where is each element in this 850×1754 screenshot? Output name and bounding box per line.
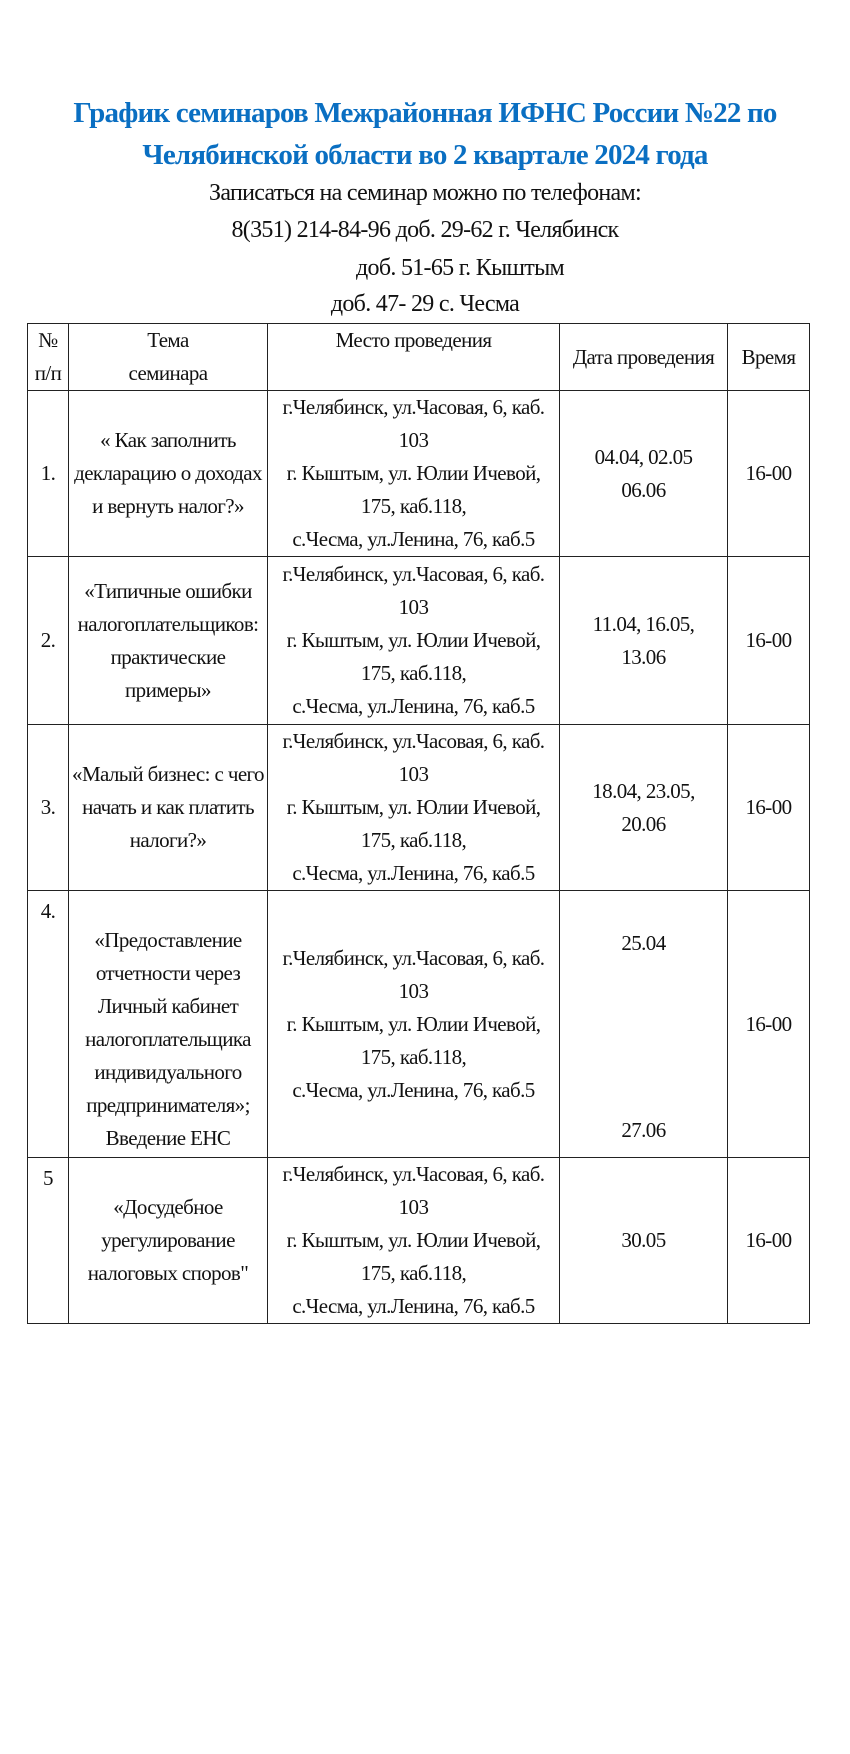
header-date: Дата проведения xyxy=(560,324,728,391)
seminar-dates: 30.05 xyxy=(560,1158,728,1324)
table-row xyxy=(28,725,810,891)
phone-kyshtym: доб. 51-65 г. Кыштым xyxy=(356,255,564,281)
header-place: Место проведения xyxy=(268,324,560,391)
header-topic: Тема семинара xyxy=(69,324,268,391)
seminar-topic: «Типичные ошибки налогоплательщиков: практические примеры» xyxy=(69,557,268,725)
title-line: Челябинской области во 2 квартале 2024 года xyxy=(142,139,708,171)
seminar-place: г.Челябинск, ул.Часовая, 6, каб. 103 г. Кыштым, ул. Юлии Ичевой, 175, каб.118, с.Чесма, ул.Ленина, 76, каб.5 xyxy=(268,891,560,1158)
seminar-place: г.Челябинск, ул.Часовая, 6, каб. 103 г. Кыштым, ул. Юлии Ичевой, 175, каб.118, с.Чесма, ул.Ленина, 76, каб.5 xyxy=(268,725,560,891)
seminar-dates: 25.04 27.06 xyxy=(560,891,728,1158)
header-time: Время xyxy=(728,324,810,391)
title-line: График семинаров Межрайонная ИФНС России №22 по xyxy=(73,97,777,129)
seminar-time: 16-00 xyxy=(728,391,810,557)
table-row xyxy=(28,391,810,557)
signup-text: Записаться на семинар можно по телефонам: xyxy=(209,180,641,206)
page-title xyxy=(0,92,850,176)
seminar-topic: «Предоставление отчетности через Личный кабинет налогоплательщика индивидуального предпринимателя»; Введение ЕНС xyxy=(69,891,268,1158)
phone-chelyabinsk: 8(351) 214-84-96 доб. 29-62 г. Челябинск xyxy=(231,217,619,243)
seminar-time: 16-00 xyxy=(728,1158,810,1324)
seminar-topic: « Как заполнить декларацию о доходах и вернуть налог?» xyxy=(69,391,268,557)
header-num: № п/п xyxy=(28,324,69,391)
seminar-time: 16-00 xyxy=(728,725,810,891)
seminar-topic: «Малый бизнес: с чего начать и как платить налоги?» xyxy=(69,725,268,891)
table-row xyxy=(28,1158,810,1324)
seminar-time: 16-00 xyxy=(728,891,810,1158)
seminar-dates: 04.04, 02.05 06.06 xyxy=(560,391,728,557)
row-number: 1. xyxy=(28,391,69,557)
row-number: 4. xyxy=(28,891,69,1158)
seminar-place: г.Челябинск, ул.Часовая, 6, каб. 103 г. Кыштым, ул. Юлии Ичевой, 175, каб.118, с.Чесма, ул.Ленина, 76, каб.5 xyxy=(268,1158,560,1324)
seminar-dates: 11.04, 16.05, 13.06 xyxy=(560,557,728,725)
seminar-place: г.Челябинск, ул.Часовая, 6, каб. 103 г. Кыштым, ул. Юлии Ичевой, 175, каб.118, с.Чесма, ул.Ленина, 76, каб.5 xyxy=(268,557,560,725)
table-header xyxy=(28,324,810,391)
table-row xyxy=(28,891,810,1158)
row-number: 2. xyxy=(28,557,69,725)
seminar-time: 16-00 xyxy=(728,557,810,725)
row-number: 3. xyxy=(28,725,69,891)
seminar-table xyxy=(27,323,810,1324)
seminar-topic: «Досудебное урегулирование налоговых споров" xyxy=(69,1158,268,1324)
phone-chesma: доб. 47- 29 с. Чесма xyxy=(330,291,520,317)
seminar-place: г.Челябинск, ул.Часовая, 6, каб. 103 г. Кыштым, ул. Юлии Ичевой, 175, каб.118, с.Чесма, ул.Ленина, 76, каб.5 xyxy=(268,391,560,557)
table-row xyxy=(28,557,810,725)
seminar-dates: 18.04, 23.05, 20.06 xyxy=(560,725,728,891)
row-number: 5 xyxy=(28,1158,69,1324)
